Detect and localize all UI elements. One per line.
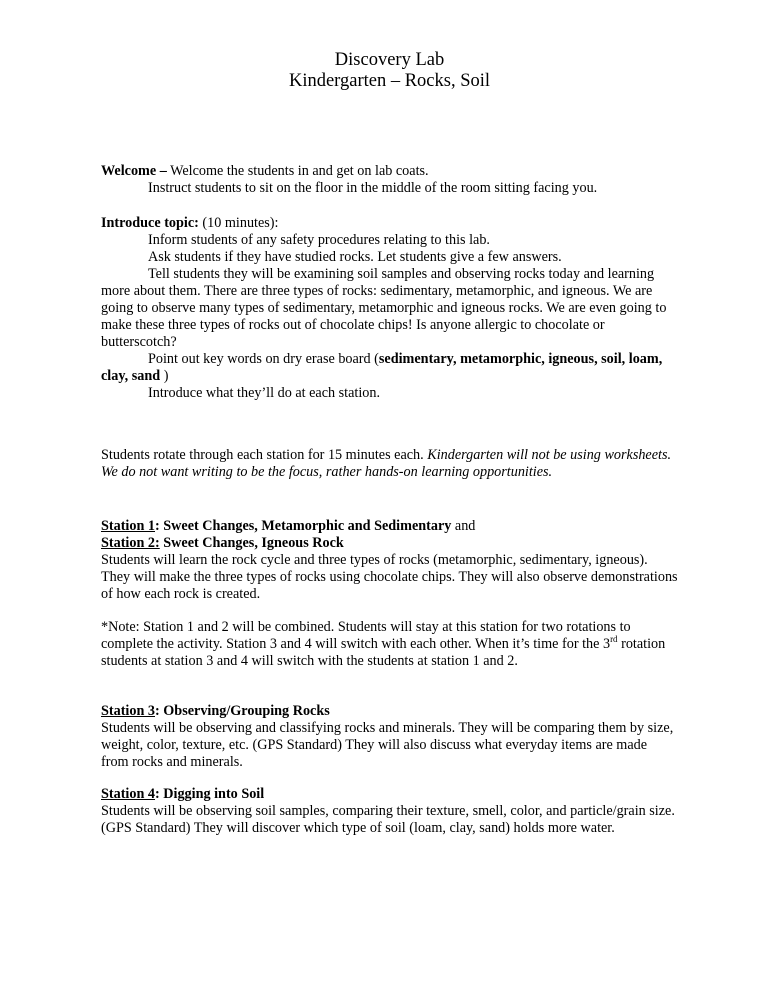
note-superscript: rd — [610, 634, 618, 644]
station-1-title: : Sweet Changes, Metamorphic and Sedimentary — [155, 518, 452, 534]
rotation-italic: Kindergarten will not be using worksheets. We do not want writing to be the focus, rather hands-on learning opportunities. — [101, 447, 672, 480]
keywords-list: sedimentary, metamorphic, igneous, soil, loam, clay, sand — [101, 351, 663, 384]
note-text-a: *Note: Station 1 and 2 will be combined. Students will stay at this station for two rotations to complete the activity. Station 3 and 4 will switch with each other. When it’s time for the 3 — [101, 619, 631, 652]
introduce-section — [101, 215, 678, 402]
station-4-section — [101, 786, 678, 837]
introduce-keywords — [101, 351, 678, 385]
introduce-time: (10 minutes): — [198, 215, 279, 231]
station-4-description: Students will be observing soil samples, comparing their texture, smell, color, and particle/grain size. (GPS Standard) They will discover which type of soil (loam, clay, sand) holds more water. — [101, 803, 675, 836]
station-2-number: Station 2: — [101, 535, 160, 551]
welcome-line — [101, 163, 678, 180]
note-paragraph — [101, 619, 678, 670]
rotation-paragraph — [101, 447, 678, 481]
introduce-heading — [101, 215, 678, 232]
welcome-text: Welcome the students in and get on lab coats. — [166, 163, 429, 179]
rotation-text: Students rotate through each station for 15 minutes each. — [101, 447, 428, 463]
note-text-b: rotation students at station 3 and 4 will switch with the students at station 1 and 2. — [101, 636, 666, 669]
station-2-title: Sweet Changes, Igneous Rock — [159, 535, 344, 551]
station-1-heading — [101, 518, 678, 535]
station-3-section — [101, 703, 678, 771]
document-title: Discovery Lab — [334, 50, 445, 70]
station-3-title: : Observing/Grouping Rocks — [155, 703, 330, 719]
introduce-label: Introduce topic: — [101, 215, 199, 231]
introduce-paragraph: Tell students they will be examining soil samples and observing rocks today and learning more about them. There are three types of rocks: sedimentary, metamorphic, and igneous. We are going to observe many types of sedimentary, metamorphic and igneous rocks. We are even going to make these three types of rocks out of chocolate chips! Is anyone allergic to chocolate or butterscotch? — [101, 266, 667, 350]
station-2-description: Students will learn the rock cycle and three types of rocks (metamorphic, sedimentary, igneous). They will make the three types of rocks using chocolate chips. They will also observe demonstrations of how each rock is created. — [101, 552, 678, 602]
keywords-suffix: ) — [160, 368, 169, 384]
station-1-number: Station 1 — [101, 518, 155, 534]
station-1-tail: and — [451, 518, 476, 534]
station-4-title: : Digging into Soil — [155, 786, 265, 802]
station-4-heading — [101, 786, 678, 803]
keywords-prefix: Point out key words on dry erase board ( — [148, 351, 379, 367]
document-subtitle: Kindergarten – Rocks, Soil — [288, 71, 491, 91]
welcome-label: Welcome – — [101, 163, 167, 179]
welcome-section — [101, 163, 678, 197]
station-3-description: Students will be observing and classifying rocks and minerals. They will be comparing them by size, weight, color, texture, etc. (GPS Standard) They will also discuss what everyday items are made from rocks and minerals. — [101, 720, 674, 770]
introduce-stations: Introduce what they’ll do at each station. — [148, 385, 381, 401]
title-block — [101, 50, 678, 92]
introduce-safety: Inform students of any safety procedures relating to this lab. — [148, 232, 490, 248]
introduce-ask: Ask students if they have studied rocks. Let students give a few answers. — [148, 249, 562, 265]
note-section — [101, 619, 678, 670]
welcome-instruction: Instruct students to sit on the floor in the middle of the room sitting facing you. — [148, 180, 598, 196]
station-3-heading — [101, 703, 678, 720]
station-4-number: Station 4 — [101, 786, 155, 802]
station-2-heading — [101, 535, 678, 552]
station-1-2-section — [101, 518, 678, 603]
station-3-number: Station 3 — [101, 703, 155, 719]
rotation-section — [101, 447, 678, 481]
